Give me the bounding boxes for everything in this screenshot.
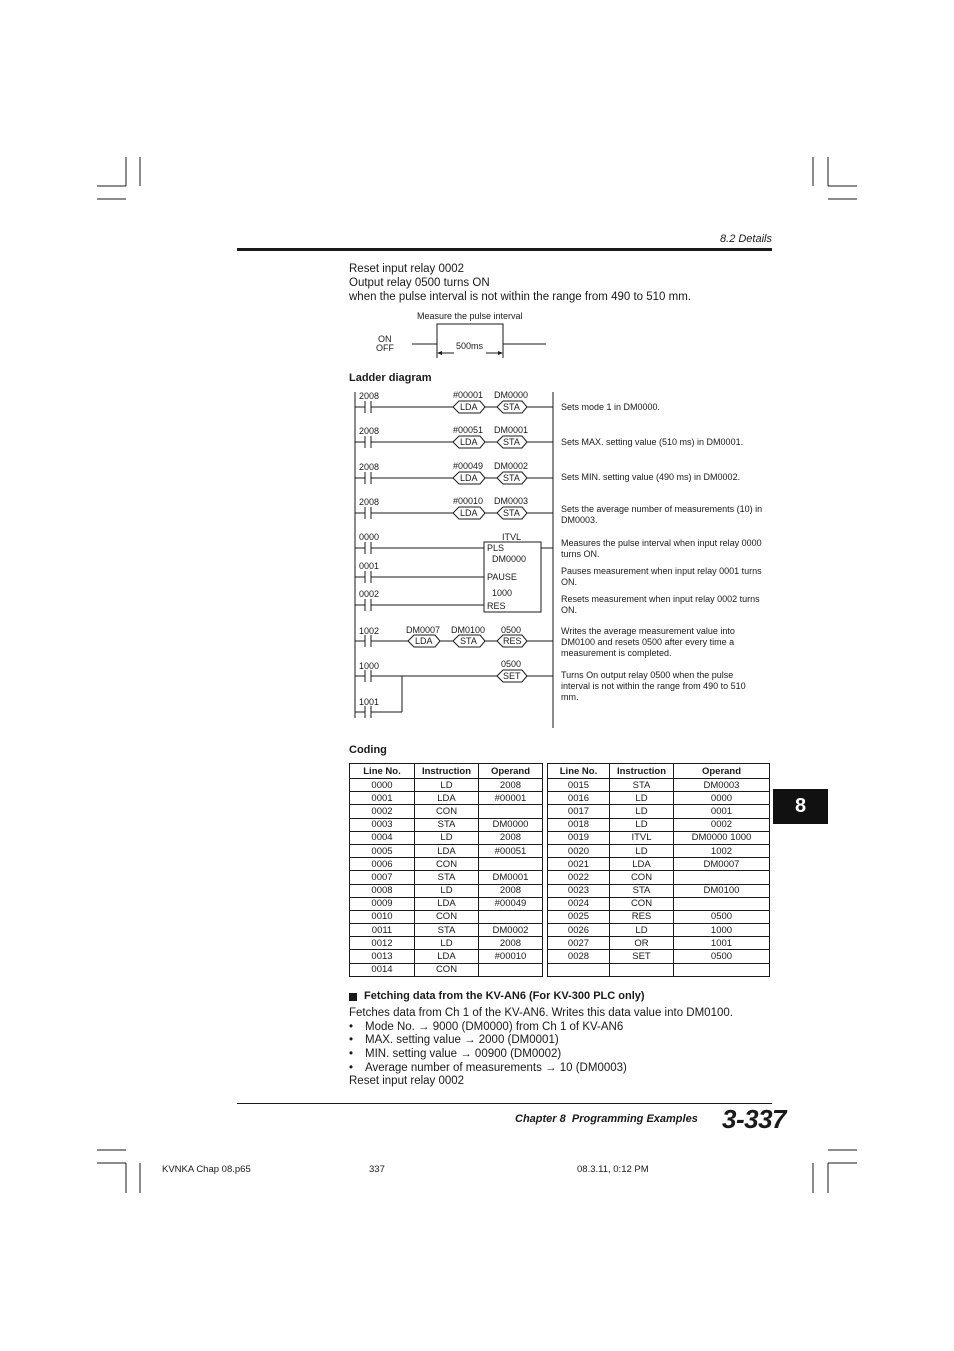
list-item: • MIN. setting value → 00900 (DM0002)	[349, 1048, 562, 1060]
instruction-label: LDA	[415, 636, 433, 646]
table-cell: CON	[415, 910, 479, 923]
table-row	[350, 897, 770, 910]
table-cell: 0012	[350, 937, 415, 950]
ladder-title: Ladder diagram	[349, 372, 432, 384]
coding-table	[349, 763, 770, 977]
instruction-label: STA	[460, 636, 477, 646]
table-cell: DM0001	[479, 871, 543, 884]
rung-comment: Pauses measurement when input relay 0001 turns ON.	[561, 566, 762, 587]
operand-label: #00051	[453, 425, 484, 435]
operand-label: #00001	[453, 390, 484, 400]
itvl-name: ITVL	[502, 532, 522, 542]
table-cell	[674, 963, 770, 976]
table-row	[350, 805, 770, 818]
table-cell: DM0000 1000	[674, 831, 770, 844]
intro-line-1: Reset input relay 0002	[349, 263, 465, 275]
footer-rule	[237, 1103, 772, 1104]
contact-label: 2008	[359, 462, 380, 472]
table-cell: 0002	[350, 805, 415, 818]
contact-label: 1000	[359, 661, 380, 671]
table-cell: 0500	[674, 950, 770, 963]
contact-label: 2008	[359, 497, 380, 507]
operand-label: DM0001	[494, 425, 529, 435]
table-cell: LD	[415, 779, 479, 792]
table-cell: LD	[415, 937, 479, 950]
table-cell: 0000	[350, 779, 415, 792]
column-header: Operand	[479, 764, 543, 779]
table-row	[350, 844, 770, 857]
table-cell: LDA	[415, 897, 479, 910]
table-cell: LD	[610, 844, 674, 857]
contact-label: 0001	[359, 561, 380, 571]
instruction-label: STA	[503, 402, 520, 412]
table-cell: LD	[415, 831, 479, 844]
itvl-pause: PAUSE	[487, 572, 517, 582]
table-cell: SET	[610, 950, 674, 963]
list-item: • MAX. setting value → 2000 (DM0001)	[349, 1034, 559, 1046]
table-cell: 2008	[479, 831, 543, 844]
table-cell: DM0007	[674, 858, 770, 871]
rung-comment: Turns On output relay 0500 when the pulse interval is not within the range from 490 to 510 mm.	[561, 670, 746, 702]
fetch-intro: Fetches data from Ch 1 of the KV-AN6. Writes this data value into DM0100.	[349, 1007, 733, 1019]
table-cell: LDA	[610, 858, 674, 871]
rung-comment: Sets MIN. setting value (490 ms) in DM0002.	[561, 472, 741, 482]
instruction-label: SET	[503, 671, 521, 681]
table-cell: 0018	[548, 818, 610, 831]
table-cell: 0023	[548, 884, 610, 897]
rung-comment: Sets the average number of measurements (10) in DM0003.	[561, 504, 763, 525]
table-cell: 0008	[350, 884, 415, 897]
column-header: Line No.	[350, 764, 415, 779]
table-cell: 0025	[548, 910, 610, 923]
instruction-label: STA	[503, 508, 520, 518]
table-cell: 0015	[548, 779, 610, 792]
table-row	[350, 963, 770, 976]
table-cell: 0014	[350, 963, 415, 976]
instruction-label: LDA	[460, 437, 478, 447]
table-row	[350, 884, 770, 897]
table-cell: 0021	[548, 858, 610, 871]
table-cell	[479, 858, 543, 871]
column-header: Operand	[674, 764, 770, 779]
itvl-res: RES	[487, 601, 506, 611]
instruction-label: RES	[503, 636, 522, 646]
table-cell: 0027	[548, 937, 610, 950]
table-cell: 0020	[548, 844, 610, 857]
itvl-pls: PLS	[487, 543, 505, 553]
table-cell: STA	[610, 884, 674, 897]
table-cell: RES	[610, 910, 674, 923]
table-cell: 0011	[350, 924, 415, 937]
rung-comment: Resets measurement when input relay 0002 turns ON.	[561, 594, 760, 615]
table-cell: ITVL	[610, 831, 674, 844]
instruction-label: LDA	[460, 473, 478, 483]
instruction-label: LDA	[460, 402, 478, 412]
list-item-text: MAX. setting value → 2000 (DM0001)	[365, 1034, 559, 1046]
table-cell: CON	[415, 858, 479, 871]
instruction-label: STA	[503, 473, 520, 483]
table-cell: STA	[415, 818, 479, 831]
table-cell: 0004	[350, 831, 415, 844]
table-cell: 0019	[548, 831, 610, 844]
operand-label: DM0003	[494, 496, 529, 506]
table-cell: DM0002	[479, 924, 543, 937]
table-cell: CON	[415, 805, 479, 818]
square-bullet-icon	[349, 993, 357, 1001]
table-cell: LDA	[415, 792, 479, 805]
table-cell: LD	[610, 792, 674, 805]
table-cell: DM0100	[674, 884, 770, 897]
table-cell: CON	[415, 963, 479, 976]
table-cell: #00001	[479, 792, 543, 805]
list-item-text: Average number of measurements → 10 (DM0003)	[365, 1062, 627, 1074]
table-cell: LD	[610, 805, 674, 818]
rung-comment: Sets MAX. setting value (510 ms) in DM0001.	[561, 437, 744, 447]
table-row	[350, 779, 770, 792]
list-item: • Mode No. → 9000 (DM0000) from Ch 1 of KV-AN6	[349, 1021, 624, 1033]
footer-chapter-number: Chapter 8	[515, 1113, 566, 1125]
table-cell: OR	[610, 937, 674, 950]
operand-label: DM0000	[494, 390, 529, 400]
table-cell: 2008	[479, 884, 543, 897]
contact-label: 2008	[359, 391, 380, 401]
table-cell: 0002	[674, 818, 770, 831]
table-cell	[610, 963, 674, 976]
footer-chapter	[515, 1113, 698, 1126]
table-cell: 0024	[548, 897, 610, 910]
instruction-label: STA	[503, 437, 520, 447]
chapter-tab: 8	[773, 789, 828, 824]
table-cell: 0013	[350, 950, 415, 963]
table-cell: STA	[415, 871, 479, 884]
rung-comment: Writes the average measurement value into DM0100 and resets 0500 after every time a measurement is completed.	[561, 626, 735, 658]
table-cell: #00051	[479, 844, 543, 857]
table-row	[350, 858, 770, 871]
list-item-text: Mode No. → 9000 (DM0000) from Ch 1 of KV-AN6	[365, 1021, 624, 1033]
timing-interval-label: 500ms	[456, 341, 484, 351]
table-cell: LDA	[415, 950, 479, 963]
timing-on-label: ON	[378, 334, 392, 344]
operand-label: 0500	[501, 625, 522, 635]
table-cell	[548, 963, 610, 976]
footer-sheet: 337	[369, 1164, 385, 1175]
intro-line-3: when the pulse interval is not within the range from 490 to 510 mm.	[349, 291, 691, 303]
section-header: 8.2 Details	[720, 233, 772, 245]
table-cell: STA	[415, 924, 479, 937]
table-cell: STA	[610, 779, 674, 792]
table-cell: 0000	[674, 792, 770, 805]
table-cell: LD	[610, 818, 674, 831]
operand-label: DM0007	[406, 625, 441, 635]
footer-chapter-title: Programming Examples	[571, 1113, 698, 1125]
table-row	[350, 910, 770, 923]
operand-label: DM0002	[494, 461, 529, 471]
intro-line-2: Output relay 0500 turns ON	[349, 277, 490, 289]
operand-label: #00010	[453, 496, 484, 506]
table-cell	[674, 871, 770, 884]
table-cell: 0028	[548, 950, 610, 963]
table-row	[350, 831, 770, 844]
table-cell: 0016	[548, 792, 610, 805]
operand-label: DM0100	[451, 625, 486, 635]
list-item: • Average number of measurements → 10 (DM0003)	[349, 1062, 627, 1074]
table-cell: 0006	[350, 858, 415, 871]
table-cell: 0500	[674, 910, 770, 923]
list-item-text: MIN. setting value → 00900 (DM0002)	[365, 1048, 562, 1060]
table-cell: 0010	[350, 910, 415, 923]
table-row	[350, 950, 770, 963]
table-cell	[674, 897, 770, 910]
table-cell: #00049	[479, 897, 543, 910]
contact-label: 1002	[359, 626, 380, 636]
table-row	[350, 924, 770, 937]
table-cell: DM0003	[674, 779, 770, 792]
table-cell: 1000	[674, 924, 770, 937]
table-cell: 0003	[350, 818, 415, 831]
timing-title: Measure the pulse interval	[417, 311, 523, 321]
table-cell: 0017	[548, 805, 610, 818]
table-cell: 1002	[674, 844, 770, 857]
rung-comment: Sets mode 1 in DM0000.	[561, 402, 661, 412]
column-header: Line No.	[548, 764, 610, 779]
table-cell: #00010	[479, 950, 543, 963]
fetch-heading: Fetching data from the KV-AN6 (For KV-300 PLC only)	[364, 990, 645, 1002]
table-cell: 0022	[548, 871, 610, 884]
table-cell: 2008	[479, 779, 543, 792]
table-cell	[479, 805, 543, 818]
contact-label: 0000	[359, 532, 380, 542]
contact-label: 1001	[359, 697, 380, 707]
footer-date: 08.3.11, 0:12 PM	[577, 1164, 649, 1175]
table-cell: DM0000	[479, 818, 543, 831]
table-row	[350, 937, 770, 950]
operand-label: #00049	[453, 461, 484, 471]
operand-label: 0500	[501, 659, 522, 669]
itvl-value: 1000	[492, 588, 513, 598]
table-cell: CON	[610, 871, 674, 884]
table-cell: 0001	[350, 792, 415, 805]
table-cell: 1001	[674, 937, 770, 950]
table-cell: 0009	[350, 897, 415, 910]
table-cell	[479, 910, 543, 923]
table-cell	[479, 963, 543, 976]
table-cell: 0005	[350, 844, 415, 857]
coding-title: Coding	[349, 744, 387, 756]
contact-label: 2008	[359, 426, 380, 436]
table-cell: 0001	[674, 805, 770, 818]
fetch-tail: Reset input relay 0002	[349, 1075, 465, 1087]
table-cell: 0007	[350, 871, 415, 884]
itvl-dm: DM0000	[492, 554, 527, 564]
page-number: 3-337	[722, 1104, 786, 1134]
contact-label: 0002	[359, 589, 380, 599]
table-cell: 0026	[548, 924, 610, 937]
table-row	[350, 792, 770, 805]
instruction-label: LDA	[460, 508, 478, 518]
table-cell: LD	[415, 884, 479, 897]
table-row	[350, 818, 770, 831]
table-cell: CON	[610, 897, 674, 910]
table-cell: LD	[610, 924, 674, 937]
table-cell: 2008	[479, 937, 543, 950]
footer-file: KVNKA Chap 08.p65	[162, 1164, 251, 1175]
table-header-row	[350, 764, 770, 779]
table-cell: LDA	[415, 844, 479, 857]
column-header: Instruction	[610, 764, 674, 779]
timing-off-label: OFF	[376, 343, 394, 353]
column-header: Instruction	[415, 764, 479, 779]
rung-comment: Measures the pulse interval when input relay 0000 turns ON.	[561, 538, 762, 559]
table-row	[350, 871, 770, 884]
